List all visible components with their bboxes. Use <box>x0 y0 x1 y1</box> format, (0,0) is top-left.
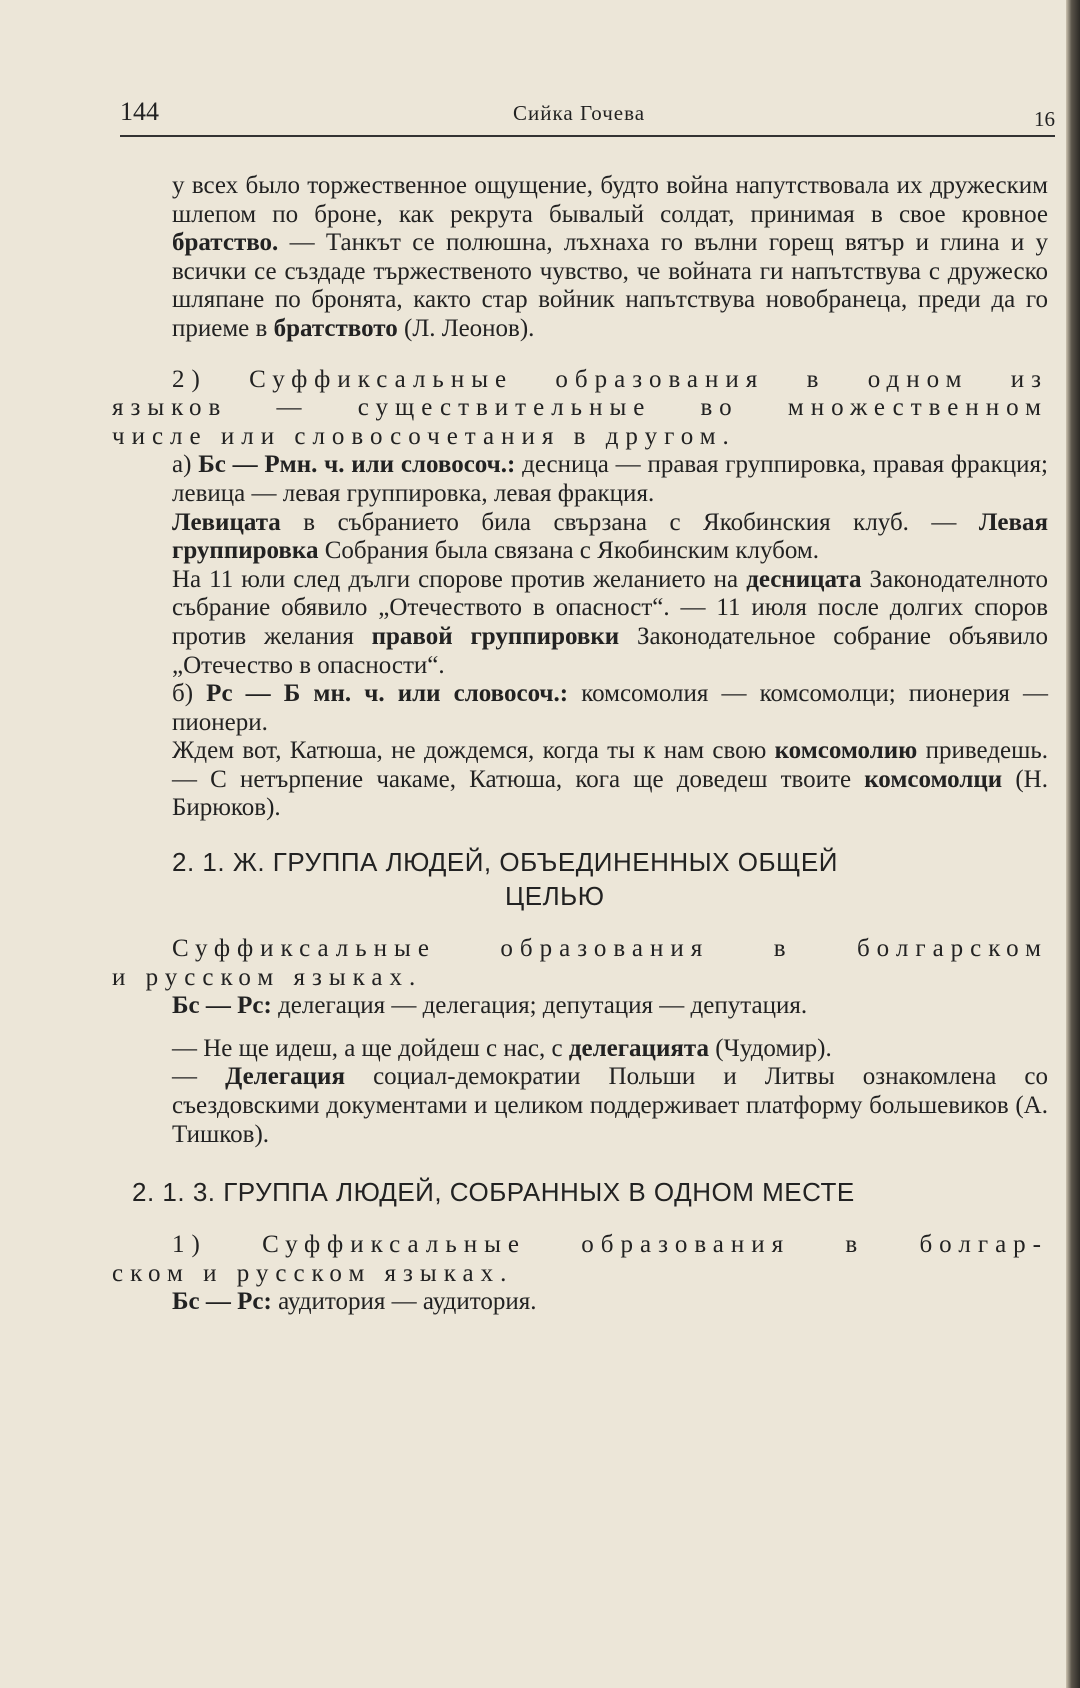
suffix-block-2 <box>112 1231 1048 1288</box>
section-2-line-3: числе или словосочетания в другом. <box>112 422 736 450</box>
example-desnitsata: На 11 юли след дълги спорове против желанието на десницата Законодателното събрание обявило „Отечеството в опасност“. — 11 июля после долгих споров против желания правой группировки Законодательное собрание объявило „Отечество в опасности“. <box>172 565 1049 679</box>
suffix-block-1-line-2: и русском языках. <box>112 963 423 991</box>
section-heading-2-1-zh-line-2: ЦЕЛЬЮ <box>505 881 605 912</box>
paragraph-example-leonov: у всех было торжественное ощущение, будто война напутствовала их дружеским шлепом по броне, как рекрута бывалый солдат, принимая в свое кровное братство. — Танкът се полюшна, лъхнаха го вълни горещ вятър и глина и у всички се създаде тържественото чувство, че войната ги напътствува с дружеско шляпане по бронята, както стар войник напътствува новобранеца, преди да го приеме в братството (Л. Леонов). <box>172 172 1048 342</box>
example-levitsata: Левицата в събранието била свързана с Якобинския клуб. — Левая группировка Собрания была связана с Якобинским клубом. <box>172 508 1048 565</box>
signature-mark: 16 <box>1034 107 1055 131</box>
section-2-line-1: 2) Суффиксальные образования в одном из <box>172 365 1048 393</box>
bs-rs-delegatsiya: Бс — Рс: делегация — делегация; депутация — депутация. <box>172 992 808 1020</box>
suffix-block-2-line-2: ском и русском языках. <box>112 1259 514 1287</box>
section-2-line-2: языков — существительные во множественном <box>112 394 1048 422</box>
suffix-block-1 <box>112 935 1048 992</box>
section-heading-2-1-zh <box>112 845 1048 913</box>
subsection-b: б) Рс — Б мн. ч. или словосоч.: комсомолия — комсомолци; пионерия — пионери. <box>172 680 1049 736</box>
subsection-a: а) Бс — Рмн. ч. или словосоч.: десница — правая группировка, правая фракция; левица — левая группировка, левая фракция. <box>172 451 1048 507</box>
header-rule <box>120 135 1055 137</box>
section-heading-2-1-zh-line-1: 2. 1. Ж. ГРУППА ЛЮДЕЙ, ОБЪЕДИНЕННЫХ ОБЩЕЙ <box>172 847 838 878</box>
section-2-intro <box>112 366 1048 452</box>
example-komsomoliya: Ждем вот, Катюша, не дождемся, когда ты к нам свою комсомолию приведешь. — С нетърпение чакаме, Катюша, кога ще доведеш твоите комсомолци (Н. Бирюков). <box>172 737 1048 822</box>
page-body <box>112 172 1048 1317</box>
example-delegatsiya: — Не ще идеш, а ще дойдеш с нас, с делегацията (Чудомир). — Делегация социал-демократии Польши и Литвы ознакомлена со съездовскими документами и целиком поддерживает платформу большевиков (А. Тишков). <box>172 1034 1048 1148</box>
page-edge <box>1066 0 1080 1688</box>
page-number: 144 <box>120 97 159 126</box>
suffix-block-1-line-1: Суффиксальные образования в болгарском <box>172 935 1048 963</box>
bs-rs-auditoriya: Бс — Рс: аудитория — аудитория. <box>172 1288 537 1316</box>
running-head-author: Сийка Гочева <box>513 101 646 125</box>
suffix-block-2-line-1: 1) Суффиксальные образования в болгар- <box>172 1231 1048 1259</box>
page-header <box>120 97 1055 137</box>
section-heading-2-1-3: 2. 1. 3. ГРУППА ЛЮДЕЙ, СОБРАННЫХ В ОДНОМ МЕСТЕ <box>132 1177 855 1208</box>
